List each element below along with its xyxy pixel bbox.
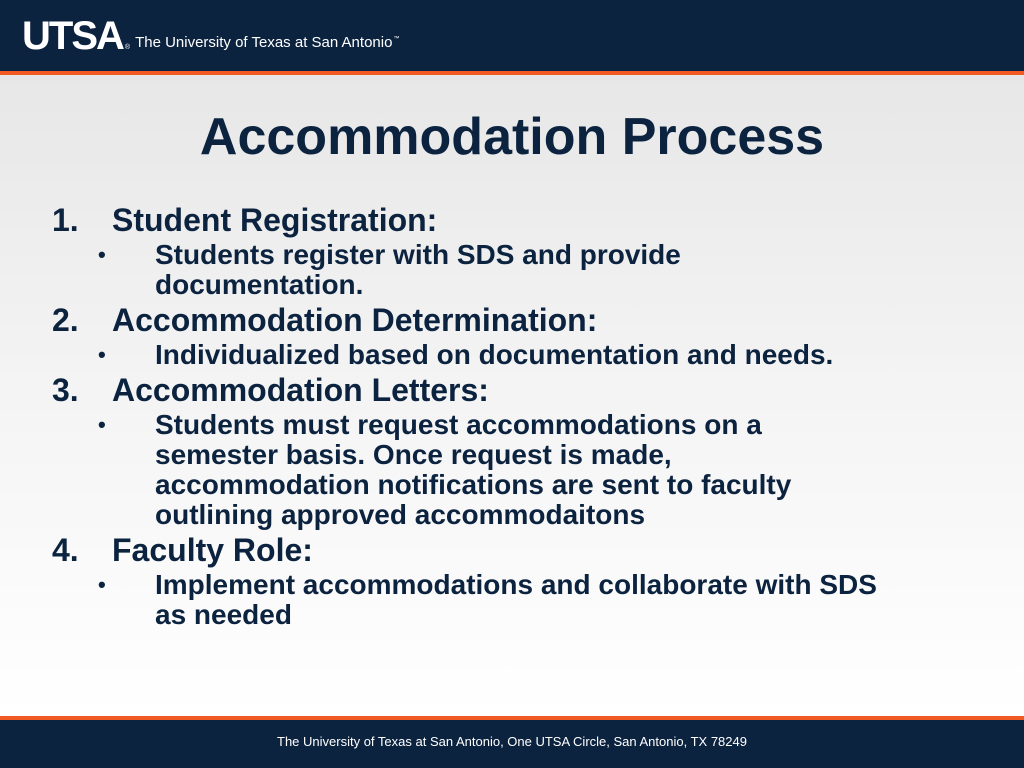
step-number: 4. [52, 532, 79, 568]
bullet-marker: • [98, 242, 106, 267]
step-detail-text: Students must request accommodations on a semester basis. Once request is made, accommodation notifications are sent to faculty outlining approved accommodaitons [155, 409, 792, 530]
step-item [52, 200, 992, 300]
step-item [52, 530, 992, 630]
bullet-marker: • [98, 342, 106, 367]
step-number: 3. [52, 372, 79, 408]
footer-address: The University of Texas at San Antonio, One UTSA Circle, San Antonio, TX 78249 [277, 734, 747, 749]
process-steps-list [52, 200, 992, 630]
slide-title: Accommodation Process [199, 108, 825, 166]
step-number: 2. [52, 302, 79, 338]
step-detail [52, 240, 992, 300]
step-heading-text: Accommodation Determination: [112, 302, 598, 338]
university-name-text: The University of Texas at San Antonio [135, 34, 393, 51]
step-heading-text: Accommodation Letters: [112, 372, 489, 408]
step-heading [52, 370, 992, 410]
header-bar [0, 0, 1024, 71]
bullet-marker: • [98, 412, 106, 437]
utsa-logo [22, 14, 400, 58]
step-item [52, 370, 992, 530]
step-detail-text: Implement accommodations and collaborate with SDS as needed [155, 569, 877, 630]
university-name [135, 35, 399, 51]
logo-wordmark: UTSA [22, 14, 123, 58]
step-item [52, 300, 992, 370]
step-detail [52, 340, 992, 370]
footer-bar [0, 720, 1024, 768]
bullet-marker: • [98, 572, 106, 597]
logo-registered-mark: ® [124, 44, 131, 51]
step-heading-text: Faculty Role: [112, 532, 313, 568]
step-heading [52, 300, 992, 340]
step-number: 1. [52, 202, 79, 238]
step-detail-text: Students register with SDS and provide documentation. [155, 239, 681, 300]
step-detail-text: Individualized based on documentation and needs. [155, 339, 834, 370]
step-heading [52, 200, 992, 240]
step-heading [52, 530, 992, 570]
step-heading-text: Student Registration: [112, 202, 438, 238]
step-detail [52, 410, 992, 530]
trademark-mark: ™ [393, 36, 400, 42]
step-detail [52, 570, 992, 630]
